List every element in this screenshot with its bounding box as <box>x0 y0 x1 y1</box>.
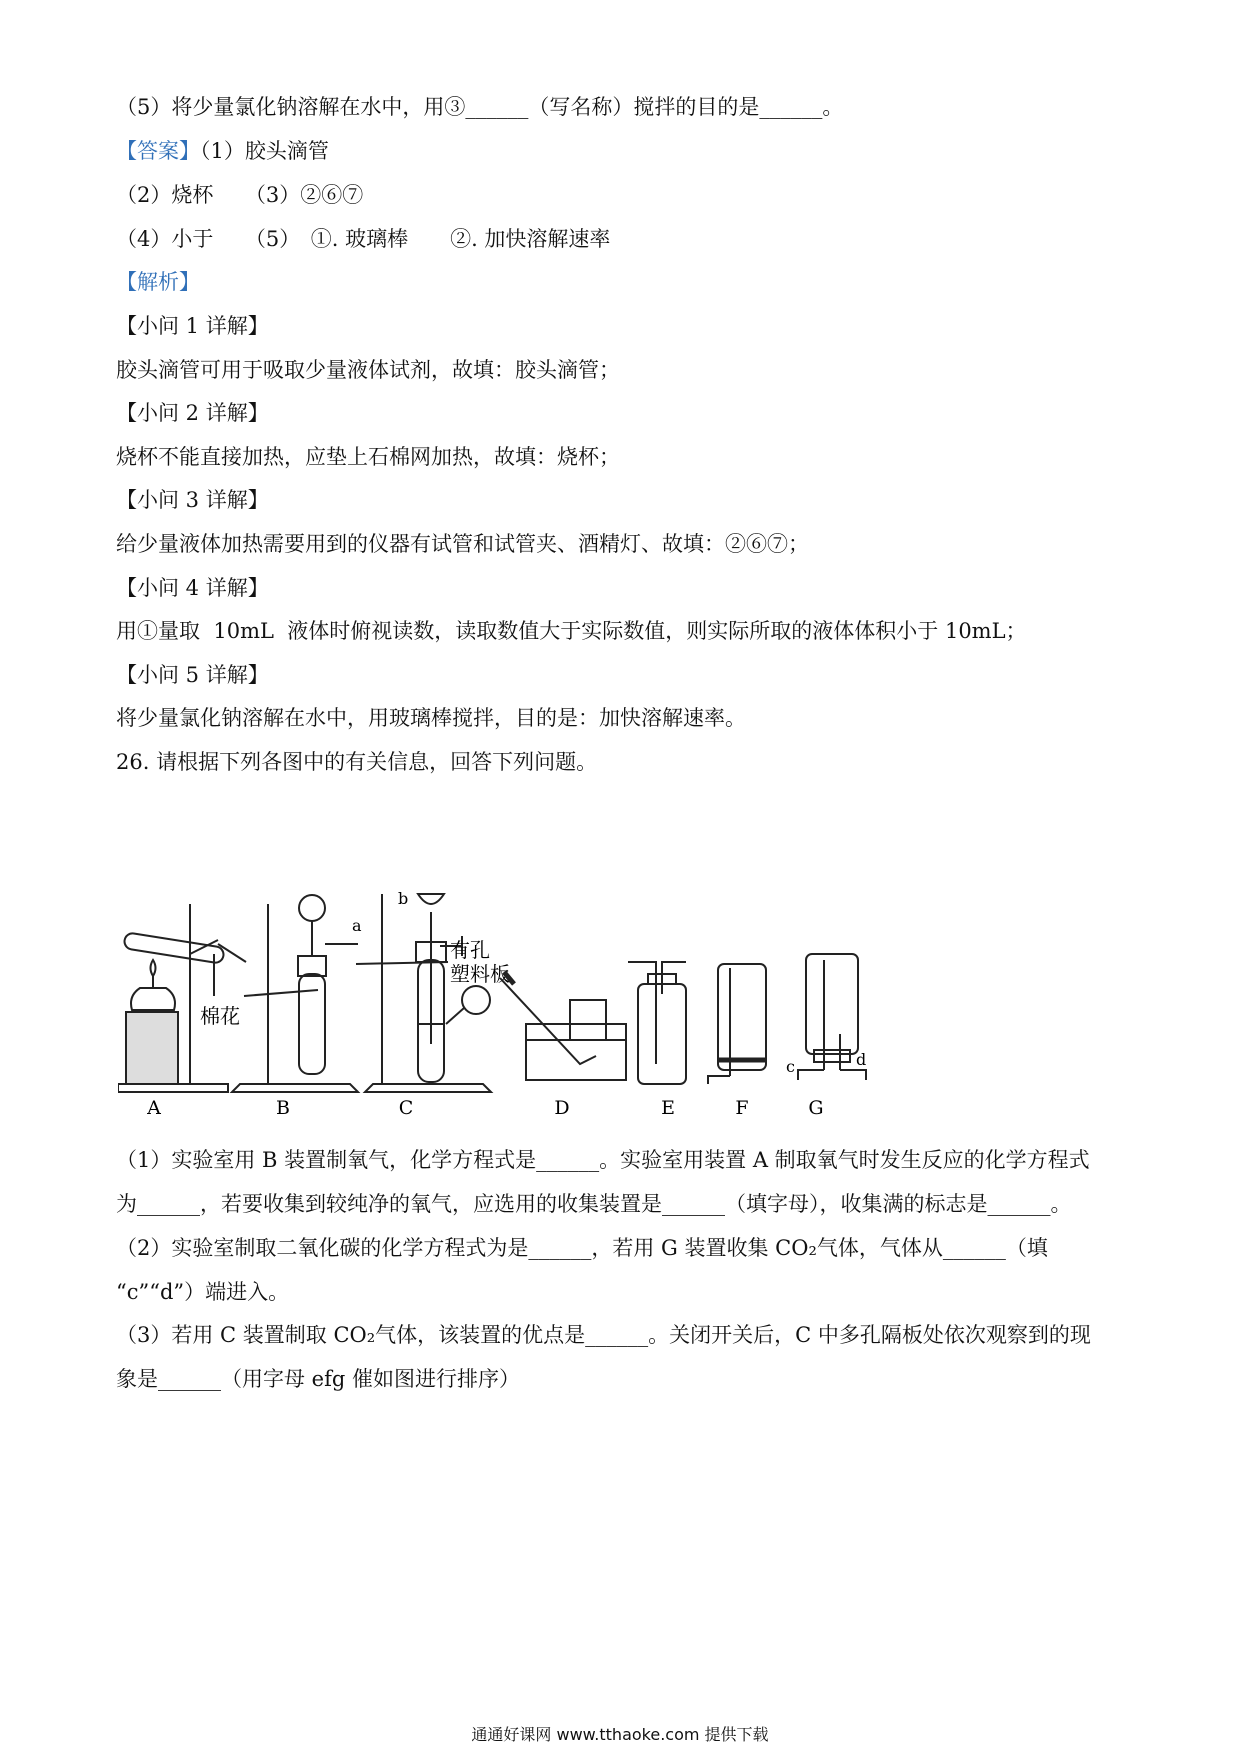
sub-question-5-title: 【小问 5 详解】 <box>116 663 269 687</box>
sub-question-3-title: 【小问 3 详解】 <box>116 488 269 512</box>
label-b: B <box>276 1097 290 1119</box>
apparatus-d <box>500 972 626 1080</box>
plate-label-1: 有孔 <box>450 938 490 962</box>
sub-question-2-title: 【小问 2 详解】 <box>116 401 269 425</box>
part-3-line-2: 象是______（用字母 efg 催如图进行排序） <box>116 1367 520 1391</box>
part-1-line-1: （1）实验室用 B 装置制氧气，化学方程式是______。实验室用装置 A 制取氧气时发生反应的化学方程式 <box>116 1148 1090 1172</box>
label-g: G <box>808 1097 824 1119</box>
apparatus-c <box>356 894 491 1092</box>
label-e: E <box>661 1097 675 1119</box>
cotton-label: 棉花 <box>200 1004 240 1028</box>
label-d: D <box>554 1097 570 1119</box>
sub-question-4-text: 用①量取 10mL 液体时俯视读数，读取数值大于实际数值，则实际所取的液体体积小于 10mL； <box>116 619 1027 643</box>
answer-1: （1）胶头滴管 <box>200 139 329 163</box>
part-1-line-2: 为______，若要收集到较纯净的氧气，应选用的收集装置是______（填字母），收集满的标志是______。 <box>116 1192 1072 1216</box>
label-c: C <box>398 1097 414 1119</box>
mark-c-label: c <box>786 1057 795 1076</box>
answer-tag: 【答案】 <box>116 139 200 163</box>
analysis-tag: 【解析】 <box>116 270 200 294</box>
footer-text: 通通好课网 www.tthaoke.com 提供下载 <box>471 1725 769 1744</box>
sub-question-1-title: 【小问 1 详解】 <box>116 314 269 338</box>
answer-row-1 <box>116 136 329 166</box>
mark-d-label: d <box>856 1050 867 1069</box>
apparatus-a <box>118 904 246 1092</box>
apparatus-e <box>628 962 686 1084</box>
mark-b-label: b <box>398 889 409 908</box>
label-a: A <box>147 1097 161 1119</box>
question-5-text: （5）将少量氯化钠溶解在水中，用③______（写名称）搅拌的目的是______。 <box>116 95 844 119</box>
answer-row-2: （2）烧杯 （3）②⑥⑦ <box>116 183 364 207</box>
part-2-line-2: “c”“d”）端进入。 <box>116 1280 290 1304</box>
question-26-text: 26. 请根据下列各图中的有关信息，回答下列问题。 <box>116 750 598 774</box>
sub-question-2-text: 烧杯不能直接加热，应垫上石棉网加热，故填：烧杯； <box>116 445 620 469</box>
apparatus-labels <box>146 1097 823 1119</box>
mark-a-label: a <box>352 916 362 935</box>
apparatus-figure <box>118 884 978 1119</box>
apparatus-b <box>232 895 358 1092</box>
apparatus-f <box>708 964 766 1084</box>
sub-question-5-text: 将少量氯化钠溶解在水中，用玻璃棒搅拌，目的是：加快溶解速率。 <box>116 706 746 730</box>
part-3-line-1: （3）若用 C 装置制取 CO₂气体，该装置的优点是______。关闭开关后，C 中多孔隔板处依次观察到的现 <box>116 1323 1091 1347</box>
sub-question-3-text: 给少量液体加热需要用到的仪器有试管和试管夹、酒精灯、故填：②⑥⑦； <box>116 532 809 556</box>
sub-question-1-text: 胶头滴管可用于吸取少量液体试剂，故填：胶头滴管； <box>116 358 620 382</box>
part-2-line-1: （2）实验室制取二氧化碳的化学方程式为是______，若用 G 装置收集 CO₂气体，气体从______（填 <box>116 1236 1048 1260</box>
sub-question-4-title: 【小问 4 详解】 <box>116 576 269 600</box>
answer-row-3: （4）小于 （5） ①. 玻璃棒 ②. 加快溶解速率 <box>116 227 611 251</box>
plate-label-2: 塑料板 <box>450 962 510 986</box>
label-f: F <box>735 1097 749 1119</box>
